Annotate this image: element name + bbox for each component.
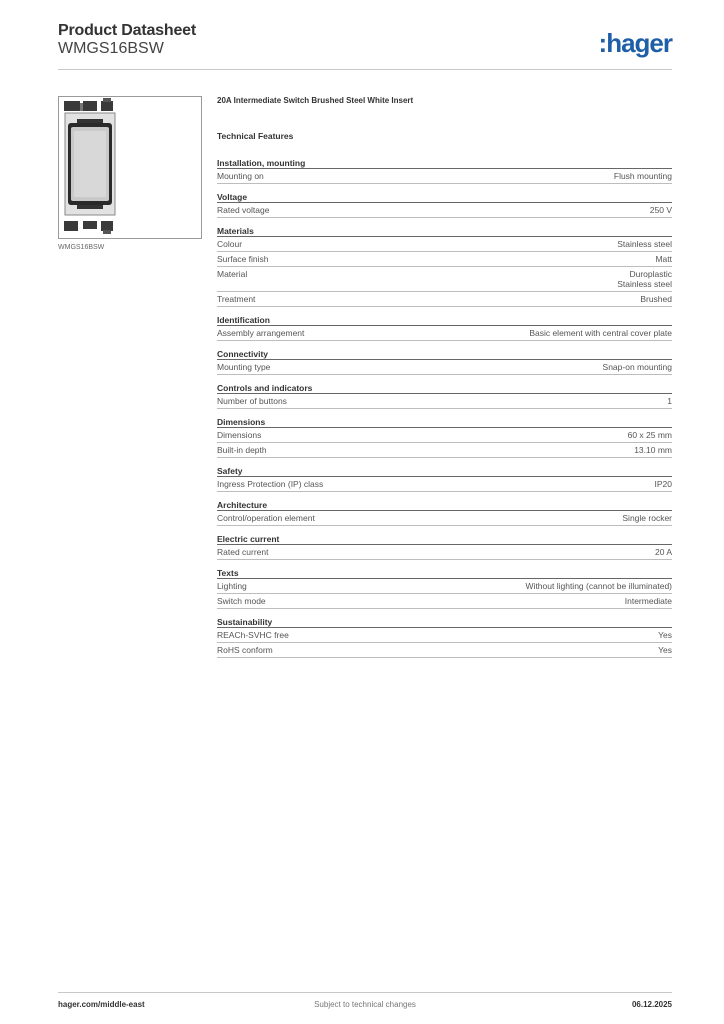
product-image-frame (58, 96, 202, 239)
feature-value-line: Yes (658, 645, 672, 655)
footer-note: Subject to technical changes (314, 1000, 416, 1009)
feature-value (529, 328, 672, 338)
feature-value (640, 294, 672, 304)
section-title: Sustainability (217, 616, 672, 628)
feature-label: REACh-SVHC free (217, 630, 289, 640)
feature-label: Colour (217, 239, 243, 249)
feature-row (217, 169, 672, 184)
feature-label: Lighting (217, 581, 247, 591)
feature-label: Assembly arrangement (217, 328, 305, 338)
feature-row (217, 628, 672, 643)
feature-section (217, 225, 672, 307)
feature-value (625, 596, 672, 606)
feature-value-line: Basic element with central cover plate (529, 328, 672, 338)
feature-label: Number of buttons (217, 396, 287, 406)
feature-sections (217, 157, 672, 658)
section-title: Safety (217, 465, 672, 477)
feature-value (622, 513, 672, 523)
feature-row (217, 203, 672, 218)
feature-value (617, 239, 672, 249)
feature-label: Mounting on (217, 171, 264, 181)
section-title: Dimensions (217, 416, 672, 428)
feature-section (217, 191, 672, 218)
document-title: Product Datasheet (58, 22, 196, 39)
feature-value (667, 396, 672, 406)
feature-label: Switch mode (217, 596, 266, 606)
feature-value-line: 20 A (654, 547, 672, 557)
feature-row (217, 477, 672, 492)
section-title: Architecture (217, 499, 672, 511)
feature-value-line: Brushed (640, 294, 672, 304)
product-code: WMGS16BSW (58, 40, 164, 57)
feature-value (655, 479, 673, 489)
section-title: Texts (217, 567, 672, 579)
feature-row (217, 326, 672, 341)
feature-section (217, 314, 672, 341)
feature-section (217, 382, 672, 409)
technical-content (217, 96, 672, 658)
feature-row (217, 579, 672, 594)
feature-row (217, 643, 672, 658)
feature-value (634, 445, 672, 455)
hager-logo: :hager (598, 28, 672, 58)
feature-label: Control/operation element (217, 513, 315, 523)
feature-value (603, 362, 672, 372)
feature-section (217, 616, 672, 658)
feature-value-line: 1 (667, 396, 672, 406)
feature-value (655, 254, 672, 264)
feature-value (658, 630, 672, 640)
feature-row (217, 428, 672, 443)
feature-label: Rated current (217, 547, 269, 557)
section-title: Voltage (217, 191, 672, 203)
feature-value-line: IP20 (654, 479, 672, 489)
feature-row (217, 394, 672, 409)
section-title: Identification (217, 314, 672, 326)
footer-date: 06.12.2025 (631, 1000, 672, 1009)
feature-value (658, 645, 672, 655)
feature-value-line: Yes (658, 630, 672, 640)
page-footer (58, 992, 672, 1014)
feature-value (650, 205, 672, 215)
feature-label: Surface finish (217, 254, 269, 264)
section-title: Connectivity (217, 348, 672, 360)
feature-value (628, 430, 672, 440)
feature-row (217, 443, 672, 458)
section-title: Installation, mounting (217, 157, 672, 169)
feature-value-line: Intermediate (624, 596, 672, 606)
feature-row (217, 511, 672, 526)
feature-section (217, 465, 672, 492)
feature-value-line: Matt (655, 254, 672, 264)
feature-row (217, 292, 672, 307)
feature-label: Built-in depth (217, 445, 267, 455)
feature-row (217, 594, 672, 609)
section-title: Materials (217, 225, 672, 237)
feature-section (217, 348, 672, 375)
feature-label: Mounting type (217, 362, 271, 372)
feature-row (217, 360, 672, 375)
feature-section (217, 157, 672, 184)
feature-value-line: 13.10 mm (634, 445, 672, 455)
feature-row (217, 267, 672, 292)
feature-label: Rated voltage (217, 205, 270, 215)
feature-value (614, 171, 672, 181)
feature-row (217, 237, 672, 252)
feature-row (217, 252, 672, 267)
feature-section (217, 499, 672, 526)
feature-value-line: 60 x 25 mm (627, 430, 672, 440)
feature-value-line: Duroplastic (629, 269, 672, 279)
switch-module-image (59, 97, 201, 238)
feature-label: Material (217, 269, 248, 279)
page-header (58, 22, 672, 70)
technical-features-heading: Technical Features (217, 131, 294, 141)
feature-value (655, 547, 672, 557)
feature-value-line: Stainless steel (617, 279, 672, 289)
section-title: Controls and indicators (217, 382, 672, 394)
feature-value-line: 250 V (649, 205, 672, 215)
footer-website: hager.com/middle-east (58, 1000, 145, 1009)
feature-section (217, 416, 672, 458)
feature-label: Dimensions (217, 430, 262, 440)
feature-value-line: Stainless steel (617, 239, 672, 249)
feature-row (217, 545, 672, 560)
feature-label: RoHS conform (217, 645, 273, 655)
feature-label: Treatment (217, 294, 256, 304)
product-heading: 20A Intermediate Switch Brushed Steel White Insert (217, 96, 414, 105)
feature-value-line: Snap-on mounting (602, 362, 672, 372)
feature-value-line: Flush mounting (613, 171, 672, 181)
feature-section (217, 567, 672, 609)
feature-section (217, 533, 672, 560)
section-title: Electric current (217, 533, 672, 545)
image-caption: WMGS16BSW (58, 244, 105, 251)
feature-value (526, 581, 672, 591)
feature-value (617, 269, 672, 289)
feature-value-line: Single rocker (622, 513, 672, 523)
feature-label: Ingress Protection (IP) class (217, 479, 324, 489)
feature-value-line: Without lighting (cannot be illuminated) (525, 581, 672, 591)
